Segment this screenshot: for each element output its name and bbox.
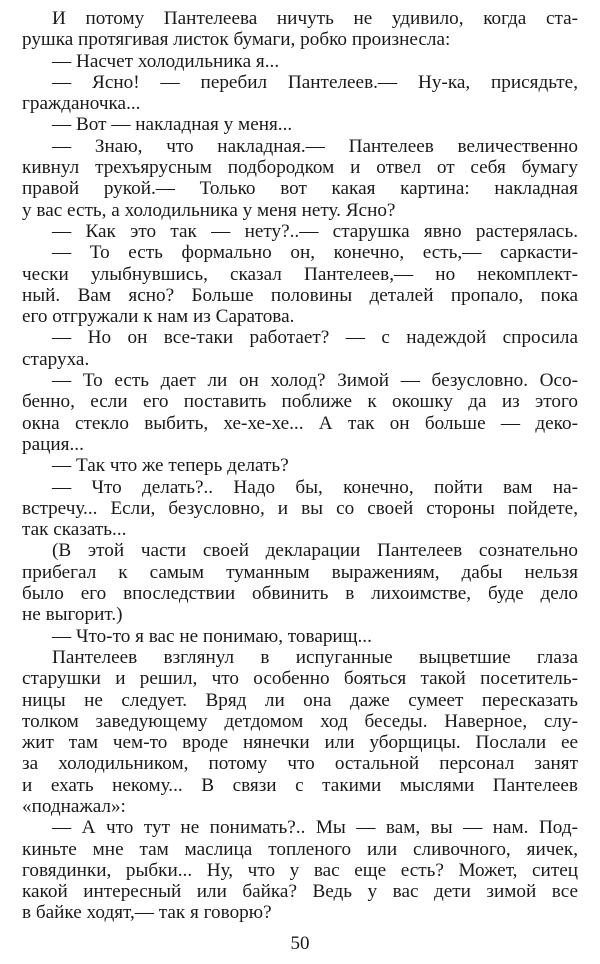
- text-line: рация...: [22, 433, 84, 455]
- text-line: правой рукой.— Только вот какая картина: накладная: [22, 178, 578, 200]
- text-line: встречу... Если, безусловно, и вы со своей стороны пойдете,: [22, 497, 578, 519]
- text-line: не выгорит.): [22, 604, 123, 626]
- text-line: гражданочка...: [22, 93, 141, 115]
- text-line: жит там чем-то вроде нянечки или уборщицы. Послали ее: [22, 732, 578, 754]
- text-line: кивнул трехъярусным подбородком и отвел от себя бумагу: [22, 157, 578, 179]
- text-line: прибегал к самым туманным выражениям, дабы нельзя: [22, 561, 578, 583]
- text-line: у вас есть, а холодильника у меня нету. Ясно?: [22, 199, 396, 221]
- text-line: — А что тут не понимать?.. Мы — вам, вы — нам. Под-: [52, 817, 578, 839]
- text-line: так сказать...: [22, 519, 127, 541]
- text-line: ницы не следует. Вряд ли она даже сумеет пересказать: [22, 689, 578, 711]
- text-line: чески улыбнувшись, сказал Пантелеев,— но некомплект-: [22, 263, 578, 285]
- text-line: — Ясно! — перебил Пантелеев.— Ну-ка, присядьте,: [52, 71, 578, 93]
- text-line: — Как это так — нету?..— старушка явно растерялась.: [52, 220, 578, 242]
- text-line: за холодильником, потому что остальной персонал занят: [22, 753, 578, 775]
- text-line: (В этой части своей декларации Пантелеев сознательно: [52, 540, 578, 562]
- text-line: Пантелеев взглянул в испуганные выцветшие глаза: [52, 646, 578, 668]
- text-line: И потому Пантелеева ничуть не удивило, когда ста-: [52, 8, 578, 29]
- text-line: его отгружали к нам из Саратова.: [22, 306, 295, 328]
- text-line: — Но он все-таки работает? — с надеждой спросила: [52, 327, 578, 349]
- text-line: — Что-то я вас не понимаю, товарищ...: [52, 625, 372, 647]
- text-line: «поднажал»:: [22, 795, 126, 817]
- text-line: окна стекло выбить, хе-хе-хе... А так он больше — деко-: [22, 412, 578, 434]
- text-line: говядинки, рыбки... Ну, что у вас еще есть? Может, ситец: [22, 859, 578, 881]
- text-line: — Так что же теперь делать?: [52, 455, 289, 477]
- text-line: толком заведующему детдомом ход беседы. Наверное, слу-: [22, 710, 578, 732]
- page-body-text: [22, 8, 578, 924]
- text-line: рушка протягивая листок бумаги, робко произнесла:: [22, 29, 451, 51]
- text-line: бенно, если его поставить поближе к окошку да из этого: [22, 391, 578, 413]
- text-line: — То есть дает ли он холод? Зимой — безусловно. Осо-: [52, 370, 578, 392]
- text-line: старушки и решил, что особенно бояться такой посетитель-: [22, 668, 578, 690]
- text-line: киньте мне там маслица топленого или сливочного, яичек,: [22, 838, 578, 860]
- text-line: ный. Вам ясно? Больше половины деталей пропало, пока: [22, 284, 578, 306]
- page-number: 50: [290, 933, 310, 954]
- text-line: — Вот — накладная у меня...: [52, 114, 293, 136]
- text-line: в байке ходят,— так я говорю?: [22, 902, 272, 924]
- text-line: — Что делать?.. Надо бы, конечно, пойти вам на-: [52, 476, 578, 498]
- text-line: — Знаю, что накладная.— Пантелеев величественно: [52, 135, 578, 157]
- text-line: и ехать некому... В связи с такими мыслями Пантелеев: [22, 774, 578, 796]
- text-line: какой интересный или байка? Ведь у вас дети зимой все: [22, 881, 578, 903]
- text-line: было его впоследствии обвинить в лихоимстве, буде дело: [22, 583, 578, 605]
- text-line: — То есть формально он, конечно, есть,— саркасти-: [52, 242, 578, 264]
- text-line: — Насчет холодильника я...: [52, 50, 280, 72]
- text-line: старуха.: [22, 348, 90, 370]
